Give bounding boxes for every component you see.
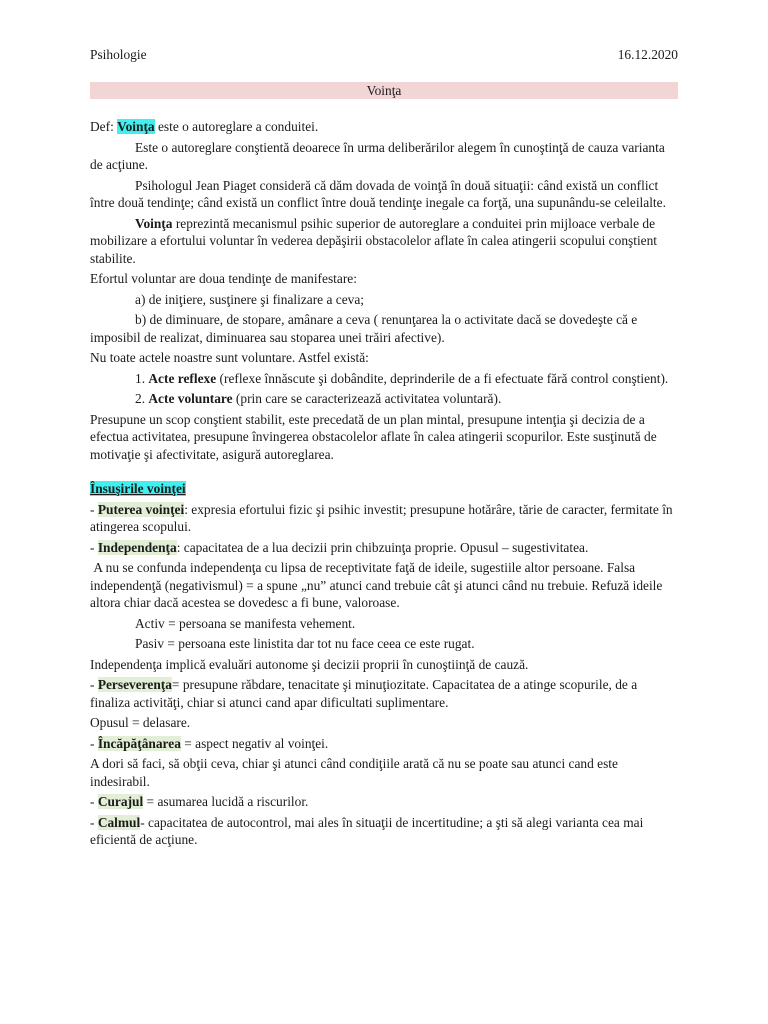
paragraph [90, 215, 678, 268]
dash: - [90, 735, 98, 751]
paragraph: A nu se confunda independenţa cu lipsa de receptivitate faţă de ideile, sugestiile altor persoane. Falsa independenţă (negativismul) = a spune „nu” atunci cand trebuie cât şi atunci când nu trebuie. Refuză ideile altora chiar dacă acestea se dovedesc a fi bune, valoroase. [90, 560, 666, 610]
paragraph: Activ = persoana se manifesta vehement. [135, 615, 356, 631]
property-term: Independenţa [97, 539, 177, 555]
property-item [90, 793, 678, 811]
property-text: - capacitatea de autocontrol, mai ales în situaţii de incertitudine; a şti să alegi varianta cea mai eficientă de acţiune. [90, 814, 644, 847]
document-body [90, 118, 678, 852]
date-label: 16.12.2020 [617, 47, 678, 62]
property-item [90, 539, 678, 557]
page-header [90, 46, 678, 64]
property-text: = asumarea lucidă a riscurilor. [143, 794, 309, 809]
list-item: b) de diminuare, de stopare, amânare a ceva ( renunţarea la o activitate dacă se dovedeşte că e imposibil de realizat, diminuarea sau stoparea unei trăiri afective). [90, 312, 638, 345]
paragraph: Presupune un scop conştient stabilit, este precedată de un plan mintal, presupune intenţia şi decizia de a efectua activitatea, presupune învingerea obstacolelor aflate în calea atingerii scopurilor. Este susţinută de motivaţie şi afectivitate, asigură autoreglarea. [90, 411, 657, 462]
paragraph: Nu toate actele noastre sunt voluntare. Astfel există: [90, 350, 369, 365]
property-term: Calmul [97, 814, 141, 830]
property-term: Curajul [97, 794, 144, 809]
paragraph: Efortul voluntar are doua tendinţe de manifestare: [90, 271, 357, 286]
list-item [90, 390, 678, 408]
dash: - [90, 794, 98, 809]
property-term: Puterea voinţei [97, 501, 185, 517]
property-item [90, 735, 678, 753]
dash: - [90, 677, 98, 692]
document-title: Voinţa [90, 82, 678, 99]
bold-term: Acte voluntare [148, 391, 233, 406]
section-heading [90, 480, 678, 498]
def-prefix: Def: [90, 119, 118, 134]
paragraph: Independenţa implică evaluări autonome şi decizii proprii în cunoştiinţă de cauză. [90, 656, 529, 672]
paragraph: Psihologul Jean Piaget consideră că dăm dovada de voinţă în două situaţii: când există un conflict între două tendinţe; când există un conflict între două tendinţe inegale ca forţă, una supunându-se celeilalte. [90, 177, 666, 210]
property-item [90, 814, 678, 849]
bold-term: Voinţa [135, 215, 173, 231]
list-item [90, 370, 678, 388]
paragraph: Este o autoreglare conştientă deoarece în urma deliberărilor alegem în cunoştinţă de cauza varianta de acţiune. [90, 139, 665, 172]
property-item [90, 501, 678, 536]
property-term: Perseverenţa [97, 677, 172, 692]
list-number: 1. [135, 370, 149, 386]
spacer [90, 466, 678, 480]
bold-term: Acte reflexe [148, 370, 217, 386]
list-number: 2. [135, 391, 149, 406]
dash: - [90, 501, 98, 517]
paragraph: Pasiv = persoana este linistita dar tot nu face ceea ce este rugat. [135, 636, 475, 651]
property-text: = presupune răbdare, tenacitate şi minuţiozitate. Capacitatea de a atinge scopurile, de a finaliza activităţi, chiar si atunci cand apar dificultati suplimentare. [90, 677, 638, 710]
paragraph: Opusul = delasare. [90, 715, 191, 730]
list-text: (prin care se caracterizează activitatea voluntară). [232, 391, 502, 406]
property-term: Încăpăţânarea [97, 735, 181, 751]
paragraph-text: reprezintă mecanismul psihic superior de autoreglare a conduitei prin mijloace verbale de mobilizare a efortului voluntar în vederea depăşirii obstacolelor aflate în calea atingerii scopului conştient stabilite. [90, 215, 658, 266]
definition-term: Voinţa [117, 119, 155, 134]
property-text: : expresia efortului fizic şi psihic investit; presupune hotărâre, tărie de caracter, fermitate în atingerea scopului. [90, 501, 673, 534]
property-text: = aspect negativ al voinţei. [180, 735, 329, 751]
property-item [90, 676, 678, 711]
section-title: Însuşirile voinţei [90, 481, 186, 496]
definition-text: este o autoreglare a conduitei. [154, 119, 319, 134]
list-text: (reflexe înnăscute şi dobândite, deprinderile de a fi efectuate fără control conştient). [216, 370, 669, 386]
dash: - [90, 539, 98, 555]
property-text: : capacitatea de a lua decizii prin chibzuinţa proprie. Opusul – sugestivitatea. [176, 539, 589, 555]
subject-label: Psihologie [90, 47, 147, 62]
list-item: a) de iniţiere, susţinere şi finalizare a ceva; [135, 291, 365, 307]
paragraph: A dori să faci, să obţii ceva, chiar şi atunci când condiţiile arată că nu se poate sau atunci cand este indesirabil. [90, 756, 618, 789]
dash: - [90, 814, 98, 830]
definition-paragraph [90, 118, 678, 136]
